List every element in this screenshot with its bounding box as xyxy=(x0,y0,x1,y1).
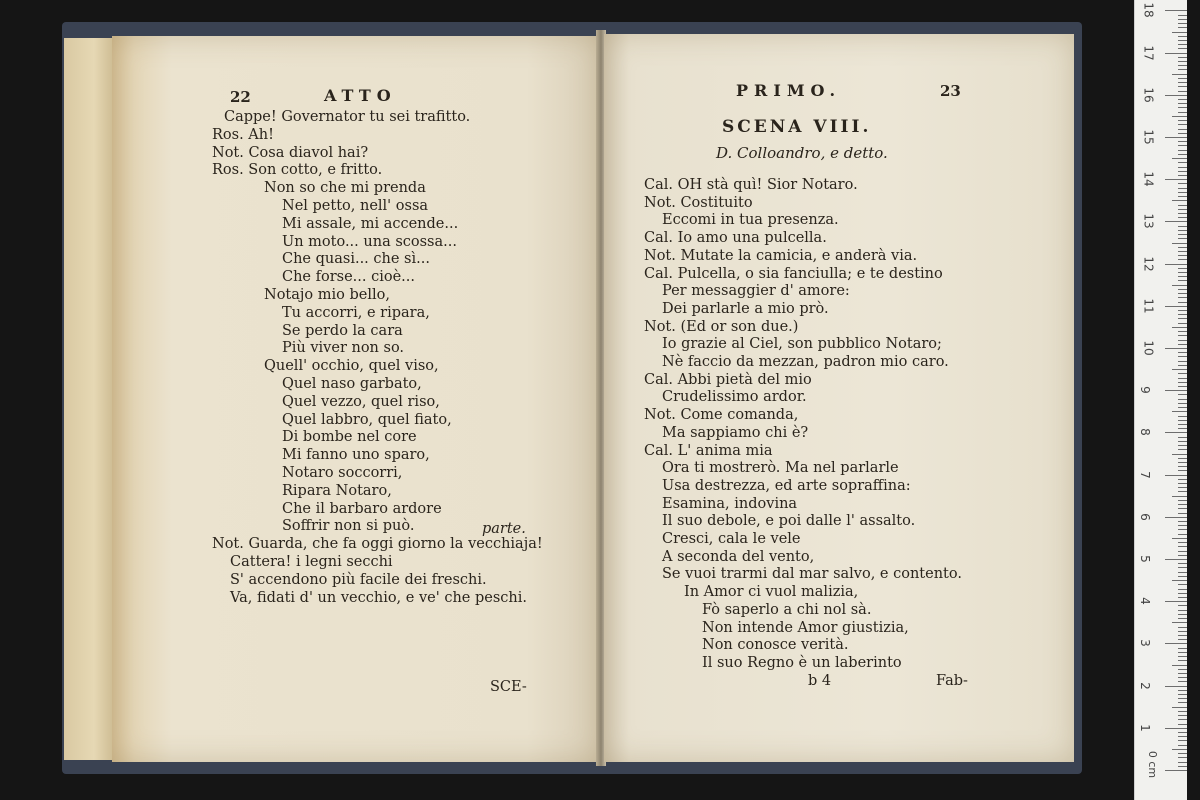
ruler-number: 14 xyxy=(1141,171,1156,187)
ruler-tick xyxy=(1178,183,1187,184)
ruler-tick xyxy=(1165,432,1187,433)
ruler-tick xyxy=(1178,61,1187,62)
ruler-tick xyxy=(1178,639,1187,640)
ruler-tick xyxy=(1178,597,1187,598)
ruler-tick xyxy=(1178,416,1187,417)
verse-line: Quel vezzo, quel riso, xyxy=(282,393,440,410)
ruler-tick xyxy=(1178,272,1187,273)
ruler-tick xyxy=(1178,694,1187,695)
ruler-tick xyxy=(1178,129,1187,130)
verse-line: Fò saperlo a chi nol sà. xyxy=(702,601,872,618)
ruler-tick xyxy=(1178,470,1187,471)
ruler-tick xyxy=(1178,711,1187,712)
ruler-tick xyxy=(1178,331,1187,332)
ruler-tick xyxy=(1178,732,1187,733)
ruler-tick xyxy=(1178,167,1187,168)
ruler-tick xyxy=(1178,736,1187,737)
ruler-tick xyxy=(1178,145,1187,146)
page-number: 23 xyxy=(940,82,961,100)
verse-line: Il suo debole, e poi dalle l' assalto. xyxy=(662,513,916,530)
ruler-tick xyxy=(1178,627,1187,628)
ruler-tick xyxy=(1178,356,1187,357)
ruler-tick xyxy=(1172,369,1187,370)
ruler-tick xyxy=(1178,196,1187,197)
ruler-tick xyxy=(1178,209,1187,210)
ruler-tick xyxy=(1178,23,1187,24)
ruler-tick xyxy=(1178,403,1187,404)
catchword: Fab- xyxy=(936,673,968,689)
measuring-ruler xyxy=(1134,0,1187,800)
verse-line: Ora ti mostrerò. Ma nel parlarle xyxy=(662,460,899,477)
verse-line: Che quasi... che sì... xyxy=(282,251,430,268)
verse-line: Not. Costituito xyxy=(644,194,753,211)
ruler-tick xyxy=(1178,297,1187,298)
ruler-tick xyxy=(1178,238,1187,239)
ruler-tick xyxy=(1172,496,1187,497)
ruler-tick xyxy=(1172,32,1187,33)
ruler-number: 5 xyxy=(1137,555,1152,563)
ruler-tick xyxy=(1178,551,1187,552)
ruler-tick xyxy=(1178,69,1187,70)
verse-line: Non intende Amor giustizia, xyxy=(702,619,909,636)
ruler-number: 8 xyxy=(1137,428,1152,437)
ruler-tick xyxy=(1178,529,1187,530)
ruler-tick xyxy=(1178,230,1187,231)
ruler-tick xyxy=(1178,65,1187,66)
verse-line: Ros. Ah! xyxy=(212,126,274,143)
ruler-tick xyxy=(1178,631,1187,632)
verse-line: Not. Come comanda, xyxy=(644,407,799,424)
ruler-tick xyxy=(1178,542,1187,543)
ruler-number: 10 xyxy=(1141,340,1156,356)
ruler-tick xyxy=(1178,605,1187,606)
ruler-tick xyxy=(1178,141,1187,142)
verse-line: Cappe! Governator tu sei trafitto. xyxy=(224,109,471,125)
ruler-tick xyxy=(1178,57,1187,58)
ruler-tick xyxy=(1178,753,1187,754)
page-edges xyxy=(64,38,114,760)
ruler-tick xyxy=(1178,757,1187,758)
verse-line: Not. Guarda, che fa oggi giorno la vecchiaja! xyxy=(212,536,543,553)
ruler-tick xyxy=(1178,112,1187,113)
ruler-tick xyxy=(1178,217,1187,218)
ruler-tick xyxy=(1178,280,1187,281)
ruler-tick xyxy=(1178,103,1187,104)
ruler-number: 2 xyxy=(1137,681,1152,690)
ruler-tick xyxy=(1178,171,1187,172)
ruler-tick xyxy=(1178,15,1187,16)
ruler-tick xyxy=(1178,335,1187,336)
ruler-tick xyxy=(1178,534,1187,535)
ruler-tick xyxy=(1178,614,1187,615)
ruler-tick xyxy=(1178,19,1187,20)
ruler-tick xyxy=(1178,504,1187,505)
ruler-tick xyxy=(1178,766,1187,767)
ruler-number: 4 xyxy=(1137,597,1152,606)
verse-line: Non conosce verità. xyxy=(702,637,849,654)
ruler-tick xyxy=(1178,487,1187,488)
ruler-tick xyxy=(1178,648,1187,649)
ruler-tick xyxy=(1178,719,1187,720)
ruler-tick xyxy=(1178,635,1187,636)
ruler-tick xyxy=(1178,660,1187,661)
ruler-tick xyxy=(1178,572,1187,573)
verse-line: Più viver non so. xyxy=(282,340,405,357)
ruler-tick xyxy=(1178,593,1187,594)
verse-line: Il suo Regno è un laberinto xyxy=(702,654,902,671)
ruler-tick xyxy=(1178,302,1187,303)
ruler-tick xyxy=(1178,445,1187,446)
verse-line: In Amor ci vuol malizia, xyxy=(684,584,859,601)
ruler-tick xyxy=(1165,137,1187,138)
verse-line: Usa destrezza, ed arte sopraffina: xyxy=(662,477,911,494)
ruler-tick xyxy=(1172,158,1187,159)
ruler-tick xyxy=(1178,192,1187,193)
scene-title: SCENA VIII. xyxy=(722,117,872,137)
ruler-tick xyxy=(1178,428,1187,429)
ruler-number: 15 xyxy=(1141,129,1156,145)
ruler-tick xyxy=(1178,91,1187,92)
ruler-number: 6 xyxy=(1137,512,1152,521)
ruler-tick xyxy=(1178,133,1187,134)
ruler-number: 17 xyxy=(1141,44,1156,61)
ruler-tick xyxy=(1178,500,1187,501)
ruler-tick xyxy=(1178,420,1187,421)
ruler-tick xyxy=(1178,78,1187,79)
verse-line: Soffrir non si può. xyxy=(282,518,415,535)
verse-line: Un moto... una scossa... xyxy=(282,233,457,250)
ruler-tick xyxy=(1178,437,1187,438)
ruler-tick xyxy=(1178,521,1187,522)
ruler-tick xyxy=(1178,424,1187,425)
verse-line: A seconda del vento, xyxy=(662,548,815,565)
ruler-tick xyxy=(1172,243,1187,244)
ruler-tick xyxy=(1178,656,1187,657)
ruler-tick xyxy=(1172,665,1187,666)
ruler-tick xyxy=(1165,390,1187,391)
verse-line: Non so che mi prenda xyxy=(264,180,426,197)
ruler-tick xyxy=(1165,686,1187,687)
verse-line: Per messaggier d' amore: xyxy=(662,283,850,300)
ruler-tick xyxy=(1178,652,1187,653)
verse-line: Io grazie al Ciel, son pubblico Notaro; xyxy=(662,336,942,353)
ruler-tick xyxy=(1172,74,1187,75)
ruler-tick xyxy=(1178,188,1187,189)
ruler-tick xyxy=(1165,348,1187,349)
ruler-tick xyxy=(1165,601,1187,602)
ruler-tick xyxy=(1178,247,1187,248)
ruler-tick xyxy=(1178,365,1187,366)
verse-line: Cal. OH stà quì! Sior Notaro. xyxy=(644,177,858,193)
ruler-tick xyxy=(1178,724,1187,725)
ruler-tick xyxy=(1172,580,1187,581)
verse-line: Eccomi in tua presenza. xyxy=(662,212,839,229)
ruler-tick xyxy=(1178,483,1187,484)
ruler-number: 3 xyxy=(1137,639,1152,648)
ruler-tick xyxy=(1178,293,1187,294)
ruler-tick xyxy=(1178,107,1187,108)
ruler-tick xyxy=(1172,116,1187,117)
ruler-tick xyxy=(1165,517,1187,518)
ruler-number: 12 xyxy=(1141,255,1156,272)
verse-line: Cal. Io amo una pulcella. xyxy=(644,230,827,247)
ruler-tick xyxy=(1165,53,1187,54)
verse-line: Che forse... cioè... xyxy=(282,269,416,286)
ruler-tick xyxy=(1178,584,1187,585)
ruler-tick xyxy=(1178,563,1187,564)
ruler-tick xyxy=(1172,749,1187,750)
ruler-tick xyxy=(1178,44,1187,45)
ruler-tick xyxy=(1178,162,1187,163)
verse-line: Ros. Son cotto, e fritto. xyxy=(212,162,383,179)
running-head: ATTO xyxy=(324,86,397,105)
ruler-tick xyxy=(1172,622,1187,623)
ruler-tick xyxy=(1178,762,1187,763)
verse-line: Ma sappiamo chi è? xyxy=(662,424,809,441)
verse-line: Che il barbaro ardore xyxy=(282,500,442,517)
ruler-tick xyxy=(1178,99,1187,100)
ruler-tick xyxy=(1178,589,1187,590)
ruler-number: 9 xyxy=(1137,386,1152,395)
ruler-tick xyxy=(1178,466,1187,467)
ruler-tick xyxy=(1178,681,1187,682)
ruler-number: 1 xyxy=(1137,723,1152,732)
verse-line: Not. (Ed or son due.) xyxy=(644,318,799,335)
ruler-tick xyxy=(1178,462,1187,463)
ruler-tick xyxy=(1178,740,1187,741)
ruler-tick xyxy=(1178,175,1187,176)
ruler-tick xyxy=(1178,120,1187,121)
ruler-tick xyxy=(1178,702,1187,703)
signature-mark: b 4 xyxy=(808,673,832,689)
verse-line: Mi assale, mi accende... xyxy=(282,215,459,232)
ruler-tick xyxy=(1165,95,1187,96)
ruler-tick xyxy=(1172,454,1187,455)
ruler-number: 13 xyxy=(1141,213,1156,230)
verse-line: Dei parlarle a mio prò. xyxy=(662,300,829,317)
verse-line: Cal. Pulcella, o sia fanciulla; e te destino xyxy=(644,265,943,282)
ruler-tick xyxy=(1178,318,1187,319)
ruler-tick xyxy=(1178,205,1187,206)
ruler-tick xyxy=(1178,150,1187,151)
ruler-tick xyxy=(1178,508,1187,509)
verse-line: Notaro soccorri, xyxy=(282,465,403,481)
stage-direction: parte. xyxy=(482,521,526,537)
ruler-tick xyxy=(1178,669,1187,670)
ruler-tick xyxy=(1178,276,1187,277)
page-number: 22 xyxy=(230,88,251,106)
ruler-tick xyxy=(1178,378,1187,379)
ruler-tick xyxy=(1172,285,1187,286)
ruler-tick xyxy=(1178,567,1187,568)
verse-line: Va, fidati d' un vecchio, e ve' che peschi. xyxy=(230,589,527,606)
ruler-number: 16 xyxy=(1141,87,1156,103)
ruler-tick xyxy=(1178,576,1187,577)
ruler-tick xyxy=(1178,259,1187,260)
ruler-tick xyxy=(1172,707,1187,708)
ruler-tick xyxy=(1165,770,1187,771)
ruler-tick xyxy=(1172,200,1187,201)
ruler-tick xyxy=(1178,715,1187,716)
running-head: PRIMO. xyxy=(736,81,842,100)
verse-line: S' accendono più facile dei freschi. xyxy=(230,571,487,588)
ruler-tick xyxy=(1165,559,1187,560)
ruler-tick xyxy=(1172,411,1187,412)
ruler-tick xyxy=(1178,745,1187,746)
ruler-tick xyxy=(1178,677,1187,678)
ruler-tick xyxy=(1178,361,1187,362)
scene-characters: D. Colloandro, e detto. xyxy=(716,144,888,162)
ruler-tick xyxy=(1178,690,1187,691)
ruler-tick xyxy=(1178,673,1187,674)
verse-line: Esamina, indovina xyxy=(662,495,798,512)
verse-line: Quel naso garbato, xyxy=(282,376,422,392)
ruler-tick xyxy=(1178,226,1187,227)
catchword: SCE- xyxy=(490,679,527,695)
left-page xyxy=(112,36,600,762)
ruler-tick xyxy=(1165,10,1187,11)
ruler-number: 11 xyxy=(1141,298,1156,314)
ruler-unit-label: 0 cm xyxy=(1146,750,1160,779)
ruler-tick xyxy=(1178,213,1187,214)
ruler-tick xyxy=(1178,251,1187,252)
verse-line: Mi fanno uno sparo, xyxy=(282,447,430,464)
ruler-tick xyxy=(1165,306,1187,307)
verse-line: Se perdo la cara xyxy=(282,322,403,339)
verse-line: Cattera! i legni secchi xyxy=(230,554,393,570)
ruler-number: 7 xyxy=(1137,470,1152,479)
ruler-tick xyxy=(1178,314,1187,315)
ruler-tick xyxy=(1178,124,1187,125)
verse-line: Ripara Notaro, xyxy=(282,482,392,499)
ruler-tick xyxy=(1178,610,1187,611)
ruler-tick xyxy=(1172,327,1187,328)
ruler-tick xyxy=(1178,546,1187,547)
right-page xyxy=(604,34,1074,762)
ruler-tick xyxy=(1178,394,1187,395)
ruler-tick xyxy=(1178,513,1187,514)
ruler-tick xyxy=(1165,179,1187,180)
ruler-tick xyxy=(1178,373,1187,374)
ruler-tick xyxy=(1178,698,1187,699)
ruler-tick xyxy=(1178,86,1187,87)
ruler-tick xyxy=(1178,399,1187,400)
ruler-tick xyxy=(1178,323,1187,324)
ruler-tick xyxy=(1178,618,1187,619)
ruler-tick xyxy=(1165,221,1187,222)
ruler-tick xyxy=(1178,491,1187,492)
ruler-tick xyxy=(1178,352,1187,353)
ruler-tick xyxy=(1178,255,1187,256)
ruler-tick xyxy=(1178,48,1187,49)
ruler-tick xyxy=(1178,382,1187,383)
ruler-number: 18 xyxy=(1141,2,1156,19)
ruler-tick xyxy=(1178,441,1187,442)
verse-line: Notajo mio bello, xyxy=(264,287,390,303)
ruler-tick xyxy=(1178,36,1187,37)
ruler-tick xyxy=(1178,310,1187,311)
ruler-tick xyxy=(1178,386,1187,387)
ruler-tick xyxy=(1172,538,1187,539)
ruler-tick xyxy=(1178,407,1187,408)
verse-line: Crudelissimo ardor. xyxy=(662,389,807,406)
ruler-tick xyxy=(1178,27,1187,28)
ruler-tick xyxy=(1178,479,1187,480)
ruler-tick xyxy=(1165,264,1187,265)
ruler-tick xyxy=(1178,40,1187,41)
ruler-tick xyxy=(1178,289,1187,290)
verse-line: Quel labbro, quel fiato, xyxy=(282,411,452,428)
ruler-tick xyxy=(1178,268,1187,269)
ruler-tick xyxy=(1178,340,1187,341)
verse-line: Cal. L' anima mia xyxy=(644,442,773,459)
verse-line: Cal. Abbi pietà del mio xyxy=(644,371,812,388)
ruler-tick xyxy=(1178,555,1187,556)
verse-line: Nè faccio da mezzan, padron mio caro. xyxy=(662,354,949,370)
ruler-tick xyxy=(1178,458,1187,459)
ruler-tick xyxy=(1165,475,1187,476)
verse-line: Cresci, cala le vele xyxy=(662,531,801,547)
ruler-tick xyxy=(1165,728,1187,729)
verse-line: Nel petto, nell' ossa xyxy=(282,198,429,214)
verse-line: Tu accorri, e ripara, xyxy=(282,304,430,321)
ruler-tick xyxy=(1178,525,1187,526)
ruler-tick xyxy=(1178,234,1187,235)
verse-line: Quell' occhio, quel viso, xyxy=(264,358,439,375)
ruler-tick xyxy=(1178,449,1187,450)
verse-line: Di bombe nel core xyxy=(282,429,417,446)
ruler-tick xyxy=(1165,643,1187,644)
ruler-tick xyxy=(1178,344,1187,345)
ruler-tick xyxy=(1178,82,1187,83)
verse-line: Se vuoi trarmi dal mar salvo, e contento. xyxy=(662,566,962,583)
verse-line: Not. Cosa diavol hai? xyxy=(212,144,369,161)
ruler-tick xyxy=(1178,154,1187,155)
verse-line: Not. Mutate la camicia, e anderà via. xyxy=(644,247,918,264)
